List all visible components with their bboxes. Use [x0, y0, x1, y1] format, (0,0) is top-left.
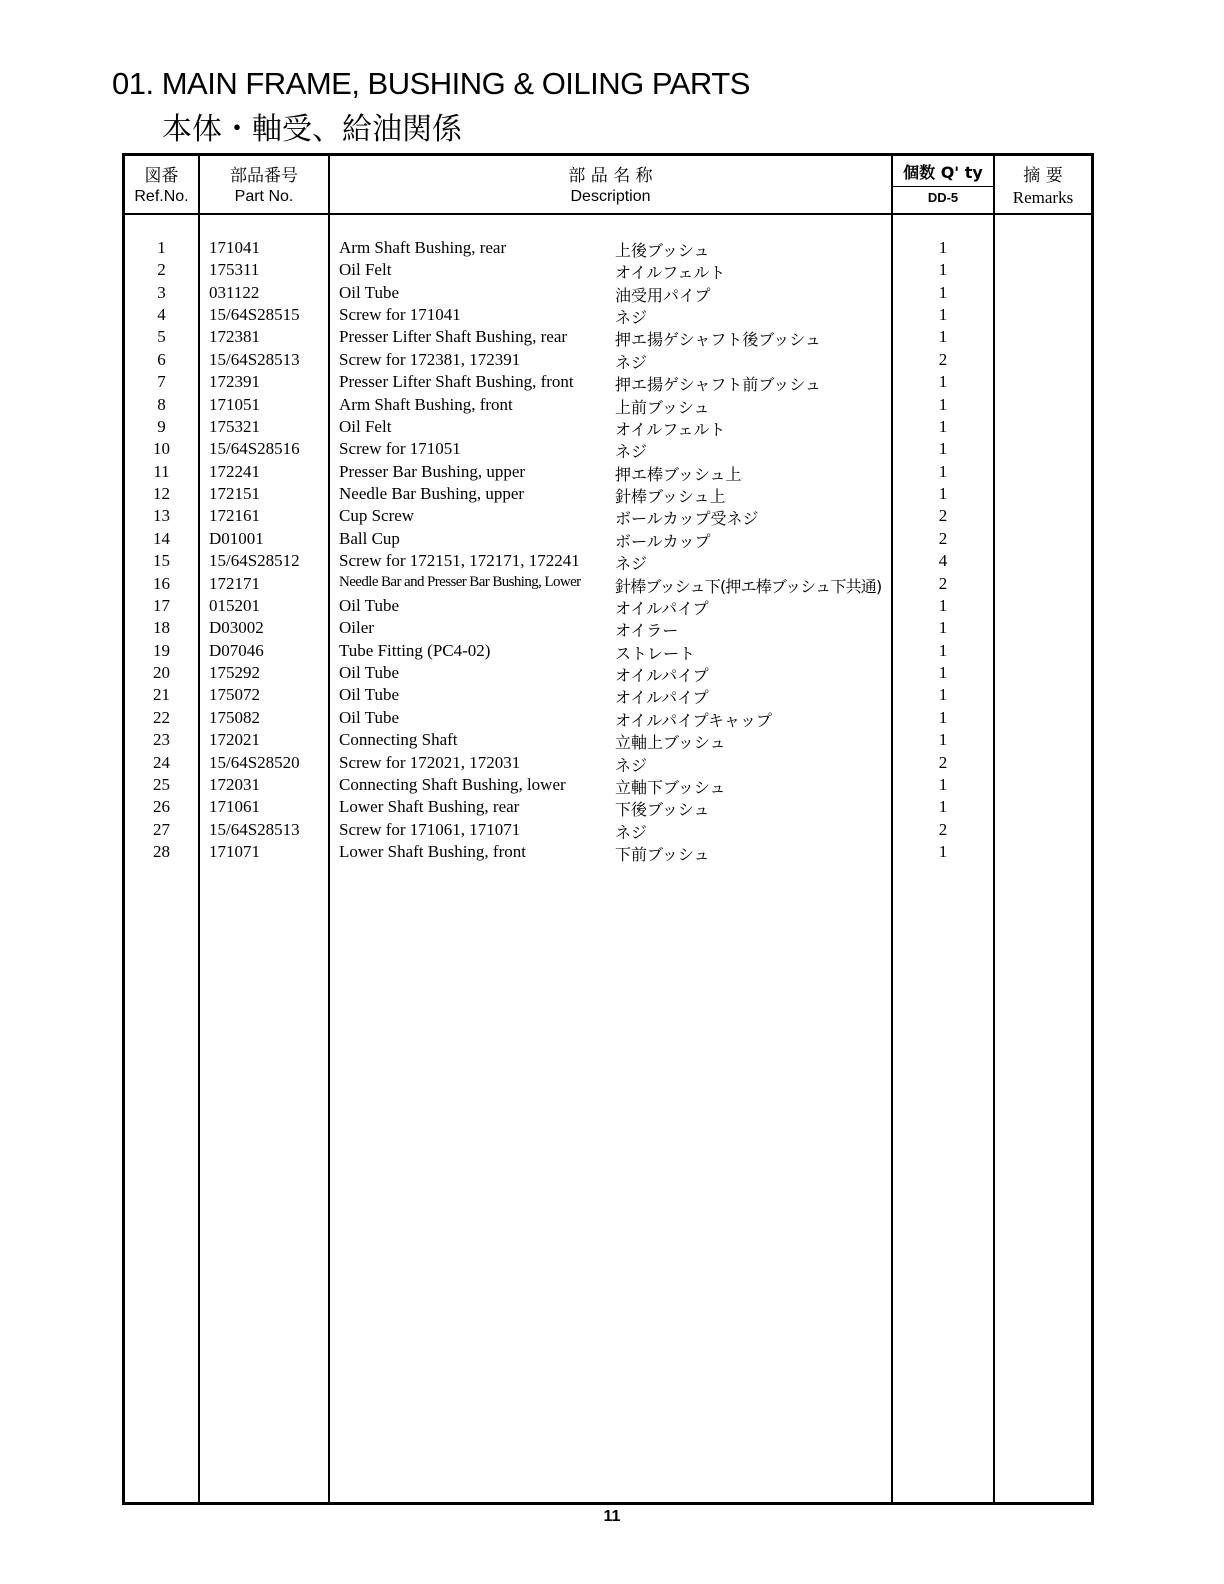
ref-cell: 2: [157, 260, 166, 280]
table-row: [125, 283, 1091, 305]
table-row: [125, 238, 1091, 260]
ref-cell: 25: [153, 774, 170, 794]
header-remarks-jp: 摘 要: [1023, 166, 1063, 186]
table-row: [125, 462, 1091, 484]
quantity-cell: 2: [938, 349, 948, 369]
header-ref-en: Ref.No.: [134, 188, 189, 205]
part-number-cell: 171071: [209, 841, 260, 861]
japanese-name-cell: ネジ: [615, 352, 648, 372]
table-row: [125, 797, 1091, 819]
table-row: [125, 551, 1091, 573]
ref-cell: 28: [153, 841, 170, 861]
table-row: [125, 775, 1091, 797]
part-number-cell: 15/64S28513: [209, 819, 300, 839]
description-cell: Oil Tube: [339, 595, 399, 615]
table-row: [125, 350, 1091, 372]
quantity-cell: 1: [938, 595, 948, 615]
table-row: [125, 260, 1091, 282]
part-number-cell: 171041: [209, 238, 260, 257]
description-cell: Tube Fitting (PC4-02): [339, 640, 491, 660]
japanese-name-cell: ネジ: [615, 554, 648, 574]
description-cell: Screw for 171061, 171071: [339, 819, 521, 839]
description-cell: Oil Felt: [339, 260, 392, 280]
quantity-cell: 1: [938, 663, 948, 683]
quantity-cell: 2: [938, 573, 948, 593]
ref-cell: 10: [153, 439, 170, 459]
description-cell: Presser Lifter Shaft Bushing, rear: [339, 327, 568, 347]
japanese-name-cell: ネジ: [615, 755, 648, 775]
quantity-cell: 2: [938, 752, 948, 772]
ref-cell: 19: [153, 640, 170, 660]
description-cell: Screw for 172151, 172171, 172241: [339, 551, 580, 571]
japanese-name-cell: オイルパイプ: [615, 598, 709, 618]
table-row: [125, 417, 1091, 439]
japanese-name-cell: ネジ: [615, 442, 648, 462]
part-number-cell: 15/64S28513: [209, 349, 300, 369]
ref-cell: 1: [157, 238, 166, 257]
japanese-name-cell: 下後ブッシュ: [615, 800, 710, 820]
table-row: [125, 574, 1091, 596]
ref-cell: 24: [153, 752, 170, 772]
japanese-name-cell: 押エ揚ゲシャフト後ブッシュ: [615, 330, 821, 350]
header-part: [200, 156, 328, 213]
part-number-cell: 15/64S28516: [209, 439, 300, 459]
ref-cell: 26: [153, 797, 170, 817]
table-row: [125, 439, 1091, 461]
ref-cell: 4: [157, 305, 166, 325]
japanese-name-cell: 立軸上ブッシュ: [615, 733, 726, 753]
part-number-cell: 172161: [209, 506, 260, 526]
part-number-cell: 175082: [209, 707, 260, 727]
description-cell: Screw for 171041: [339, 305, 461, 325]
japanese-name-cell: 上後ブッシュ: [615, 241, 710, 260]
part-number-cell: 172381: [209, 327, 260, 347]
japanese-name-cell: オイルフェルト: [615, 263, 726, 283]
table-row: [125, 842, 1091, 864]
japanese-name-cell: 上前ブッシュ: [615, 397, 710, 417]
ref-cell: 15: [153, 551, 170, 571]
description-cell: Cup Screw: [339, 506, 415, 526]
part-number-cell: 15/64S28512: [209, 551, 300, 571]
description-cell: Lower Shaft Bushing, rear: [339, 797, 520, 817]
part-number-cell: 15/64S28515: [209, 305, 300, 325]
quantity-cell: 1: [938, 372, 948, 392]
description-cell: Arm Shaft Bushing, rear: [339, 238, 507, 257]
quantity-cell: 1: [938, 685, 948, 705]
table-row: [125, 708, 1091, 730]
description-cell: Oil Tube: [339, 663, 399, 683]
header-desc-jp: 部 品 名 称: [568, 166, 653, 186]
part-number-cell: 172171: [209, 573, 260, 593]
description-cell: Screw for 172021, 172031: [339, 752, 521, 772]
quantity-cell: 2: [938, 528, 948, 548]
ref-cell: 13: [153, 506, 170, 526]
japanese-name-cell: 針棒ブッシュ上: [615, 487, 726, 507]
description-cell: Connecting Shaft: [339, 730, 458, 750]
ref-cell: 11: [153, 461, 170, 481]
header-qty: [893, 156, 993, 213]
quantity-cell: 1: [938, 461, 948, 481]
japanese-name-cell: 針棒ブッシュ下(押エ棒ブッシュ下共通): [615, 576, 882, 596]
ref-cell: 18: [153, 618, 170, 638]
part-number-cell: 172031: [209, 774, 260, 794]
part-number-cell: 031122: [209, 282, 260, 302]
part-number-cell: 175072: [209, 685, 260, 705]
part-number-cell: 15/64S28520: [209, 752, 300, 772]
ref-cell: 17: [153, 595, 170, 615]
table-row: [125, 753, 1091, 775]
part-number-cell: D07046: [209, 640, 264, 660]
part-number-cell: 015201: [209, 595, 260, 615]
ref-cell: 27: [153, 819, 170, 839]
description-cell: Arm Shaft Bushing, front: [339, 394, 513, 414]
japanese-name-cell: 油受用パイプ: [615, 285, 711, 305]
table-row: [125, 372, 1091, 394]
ref-cell: 3: [157, 282, 166, 302]
table-row: [125, 529, 1091, 551]
table-row: [125, 663, 1091, 685]
table-row: [125, 685, 1091, 707]
quantity-cell: 1: [938, 327, 948, 347]
description-cell: Lower Shaft Bushing, front: [339, 841, 526, 861]
japanese-name-cell: 押エ棒ブッシュ上: [615, 464, 742, 484]
quantity-cell: 1: [938, 640, 948, 660]
ref-cell: 8: [157, 394, 166, 414]
header-remarks-en: Remarks: [1012, 188, 1074, 207]
part-number-cell: 171051: [209, 394, 260, 414]
part-number-cell: 171061: [209, 797, 260, 817]
page-title-japanese: 本体・軸受、給油関係: [162, 112, 462, 147]
quantity-cell: 1: [938, 305, 948, 325]
part-number-cell: D03002: [209, 618, 264, 638]
header-qty-label: 個数 Q' ty: [903, 163, 983, 182]
part-number-cell: 175321: [209, 416, 260, 436]
table-row: [125, 618, 1091, 640]
japanese-name-cell: ネジ: [615, 822, 648, 842]
japanese-name-cell: オイラー: [615, 621, 679, 641]
ref-cell: 12: [153, 484, 170, 504]
quantity-cell: 1: [938, 707, 948, 727]
part-number-cell: 175292: [209, 663, 260, 683]
description-cell: Oil Tube: [339, 685, 399, 705]
quantity-cell: 2: [938, 819, 948, 839]
quantity-cell: 1: [938, 260, 948, 280]
quantity-cell: 1: [938, 618, 948, 638]
quantity-cell: 1: [938, 797, 948, 817]
ref-cell: 6: [157, 349, 166, 369]
quantity-cell: 1: [938, 841, 948, 861]
header-ref: [125, 156, 198, 213]
quantity-cell: 1: [938, 416, 948, 436]
description-cell: Needle Bar and Presser Bar Bushing, Lower: [339, 573, 581, 590]
part-number-cell: 172391: [209, 372, 260, 392]
quantity-cell: 1: [938, 394, 948, 414]
description-cell: Presser Bar Bushing, upper: [339, 461, 526, 481]
description-cell: Ball Cup: [339, 528, 400, 548]
parts-table: [122, 153, 1094, 1505]
ref-cell: 20: [153, 663, 170, 683]
ref-cell: 5: [157, 327, 166, 347]
description-cell: Oil Tube: [339, 282, 399, 302]
page-title: 01. MAIN FRAME, BUSHING & OILING PARTS: [112, 66, 750, 101]
japanese-name-cell: オイルパイプキャップ: [615, 710, 772, 730]
ref-cell: 23: [153, 730, 170, 750]
description-cell: Oiler: [339, 618, 374, 638]
description-cell: Needle Bar Bushing, upper: [339, 484, 525, 504]
ref-cell: 14: [153, 528, 170, 548]
table-row: [125, 820, 1091, 842]
ref-cell: 22: [153, 707, 170, 727]
quantity-cell: 1: [938, 774, 948, 794]
table-row: [125, 327, 1091, 349]
japanese-name-cell: 立軸下ブッシュ: [615, 777, 726, 797]
header-ref-jp: 図番: [144, 166, 179, 186]
japanese-name-cell: 押エ揚ゲシャフト前ブッシュ: [615, 375, 821, 395]
japanese-name-cell: ネジ: [615, 308, 648, 328]
table-row: [125, 596, 1091, 618]
description-cell: Connecting Shaft Bushing, lower: [339, 774, 566, 794]
japanese-name-cell: オイルフェルト: [615, 419, 726, 439]
part-number-cell: D01001: [209, 528, 264, 548]
quantity-cell: 1: [938, 238, 948, 257]
table-row: [125, 305, 1091, 327]
description-cell: Presser Lifter Shaft Bushing, front: [339, 372, 574, 392]
quantity-cell: 2: [938, 506, 948, 526]
table-row: [125, 484, 1091, 506]
table-row: [125, 506, 1091, 528]
ref-cell: 7: [157, 372, 166, 392]
ref-cell: 9: [157, 416, 166, 436]
quantity-cell: 4: [938, 551, 948, 571]
quantity-cell: 1: [938, 730, 948, 750]
japanese-name-cell: 下前ブッシュ: [615, 844, 710, 864]
quantity-cell: 1: [938, 282, 948, 302]
quantity-cell: 1: [938, 439, 948, 459]
header-part-en: Part No.: [234, 188, 294, 205]
header-qty-model: DD-5: [927, 190, 959, 205]
header-divider: [125, 213, 1091, 215]
description-cell: Oil Felt: [339, 416, 392, 436]
japanese-name-cell: ストレート: [615, 643, 696, 663]
ref-cell: 16: [153, 573, 170, 593]
japanese-name-cell: ボールカップ受ネジ: [615, 509, 759, 529]
header-remarks: [995, 156, 1091, 213]
quantity-cell: 1: [938, 484, 948, 504]
description-cell: Oil Tube: [339, 707, 399, 727]
japanese-name-cell: オイルパイプ: [615, 666, 709, 686]
description-cell: Screw for 171051: [339, 439, 461, 459]
part-number-cell: 172151: [209, 484, 260, 504]
part-number-cell: 172021: [209, 730, 260, 750]
table-row: [125, 641, 1091, 663]
table-row: [125, 395, 1091, 417]
table-row: [125, 730, 1091, 752]
ref-cell: 21: [153, 685, 170, 705]
header-part-jp: 部品番号: [230, 166, 298, 186]
part-number-cell: 175311: [209, 260, 260, 280]
description-cell: Screw for 172381, 172391: [339, 349, 521, 369]
part-number-cell: 172241: [209, 461, 260, 481]
japanese-name-cell: オイルパイプ: [615, 688, 709, 708]
page-number: 11: [603, 1508, 621, 1525]
japanese-name-cell: ボールカップ: [615, 531, 711, 551]
header-description: [330, 156, 891, 213]
header-desc-en: Description: [570, 188, 651, 205]
